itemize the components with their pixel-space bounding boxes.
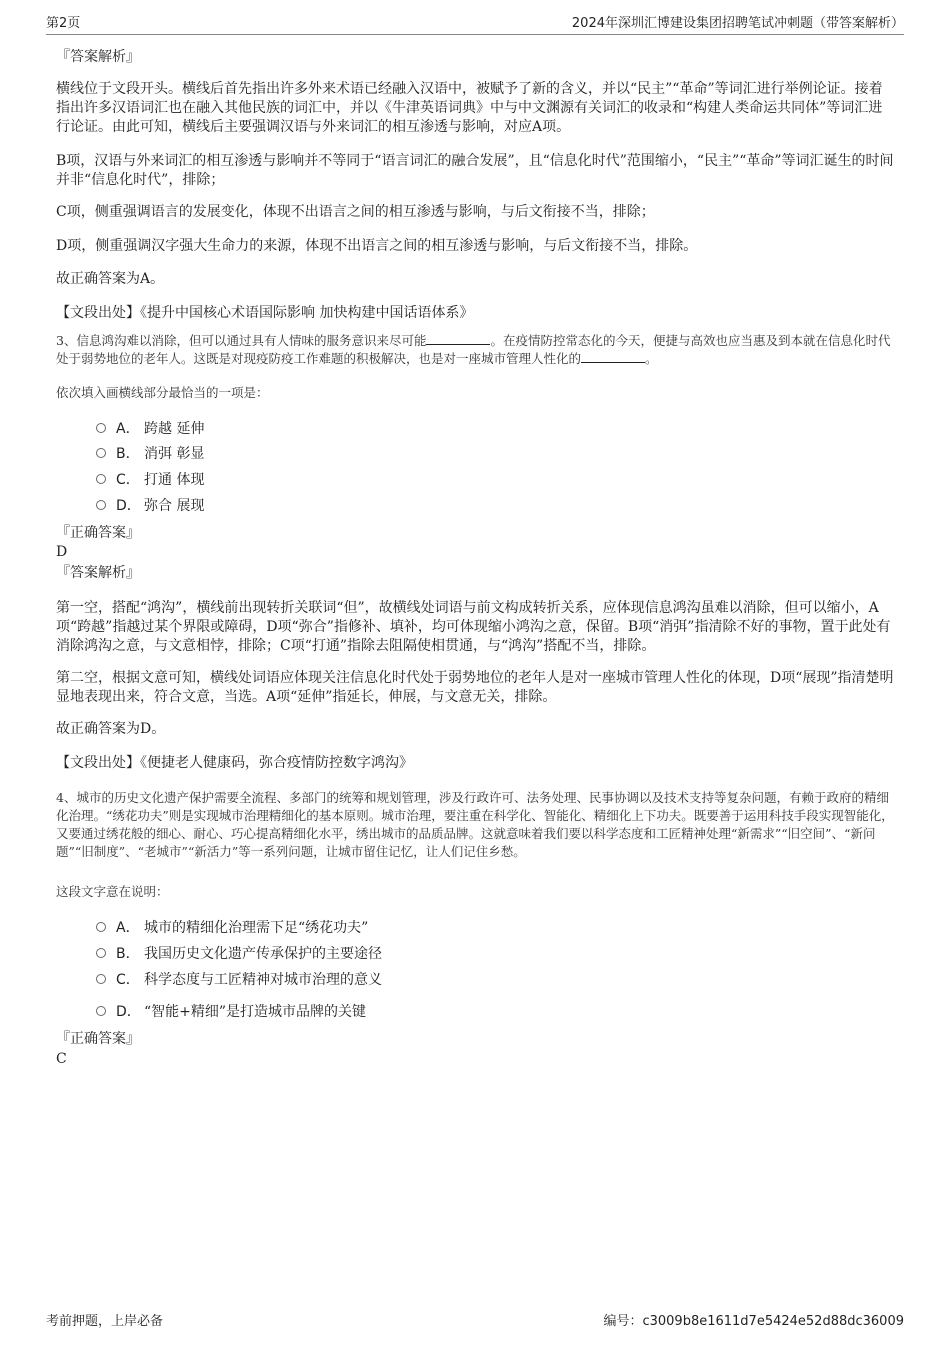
q4-option-a[interactable]: A． 城市的精细化治理需下足“绣花功夫”	[96, 919, 368, 937]
q3-analysis-p2: 第二空，根据文意可知，横线处词语应体现关注信息化时代处于弱势地位的老年人是对一座城市管理人性化的体现，D项“展现”指清楚明显地表现出来，符合文意，当选。A项“延伸”指延长，伸展，与文意无关，排除。	[56, 670, 894, 705]
q2-analysis-p4: D项，侧重强调汉字强大生命力的来源，体现不出语言之间的相互渗透与影响，与后文衔接不当，排除。	[56, 238, 698, 254]
q4-option-b[interactable]: B． 我国历史文化遗产传承保护的主要途径	[96, 945, 382, 963]
q4-answer-heading: 『正确答案』	[56, 1031, 140, 1047]
q2-analysis-p1: 横线位于文段开头。横线后首先指出许多外来术语已经融入汉语中，被赋予了新的含义，并以“民主”“革命”等词汇进行举例论证。接着指出许多汉语词汇也在融入其他民族的词汇中，并以《牛津英语词典》中与中文渊源有关词汇的收录和“构建人类命运共同体”等词汇进行论证。由此可知，横线后主要强调汉语与外来词汇的相互渗透与影响，对应A项。	[56, 81, 883, 135]
q3-option-b[interactable]: B． 消弭 彰显	[96, 445, 204, 463]
q3-source: 【文段出处】《便捷老人健康码，弥合疫情防控数字鸿沟》	[56, 755, 413, 771]
q2-conclusion: 故正确答案为A。	[56, 271, 165, 287]
radio-icon[interactable]	[96, 423, 106, 433]
radio-icon[interactable]	[96, 1006, 106, 1016]
q4-stem: 4、城市的历史文化遗产保护需要全流程、多部门的统筹和规划管理，涉及行政许可、法务处理、民事协调以及技术支持等复杂问题，有赖于政府的精细化治理。“绣花功夫”则是实现城市治理精细化的基本原则。城市治理，要注重在科学化、智能化、精细化上下功夫。既要善于运用科技手段实现智能化，又要通过绣花般的细心、耐心、巧心提高精细化水平，绣出城市的品质品牌。这就意味着我们要以科学态度和工匠精神处理“新需求”“旧空间”、“新问题”“旧制度”、“老城市”“新活力”等一系列问题，让城市留住记忆，让人们记住乡愁。	[56, 790, 894, 859]
q3-answer: D	[56, 544, 68, 560]
q4-prompt: 这段文字意在说明：	[56, 884, 169, 899]
document-title: 2024年深圳汇博建设集团招聘笔试冲刺题（带答案解析）	[571, 16, 904, 31]
q3-analysis-p1: 第一空，搭配“鸿沟”，横线前出现转折关联词“但”，故横线处词语与前文构成转折关系，应体现信息鸿沟虽难以消除，但可以缩小，A项“跨越”指越过某个界限或障碍，D项“弥合”指修补、填补，均可体现缩小鸿沟之意，保留。B项“消弭”指清除不好的事物，置于此处有消除鸿沟之意，与文意相悖，排除；C项“打通”指除去阻隔使相贯通，与“鸿沟”搭配不当，排除。	[56, 600, 891, 654]
q3-option-d[interactable]: D． 弥合 展现	[96, 497, 204, 515]
document-code: 编号：c3009b8e1611d7e5424e52d88dc36009	[603, 1314, 904, 1329]
q3-blank-1	[426, 332, 490, 345]
q2-analysis-heading: 『答案解析』	[56, 49, 140, 65]
radio-icon[interactable]	[96, 974, 106, 984]
q4-option-c[interactable]: C． 科学态度与工匠精神对城市治理的意义	[96, 971, 382, 989]
q3-stem-part2: 。在疫情防控常态化的今天，便捷与高效也应当惠及到本就在信息化时代处于弱势地位的老年人。这既是对现疫防疫工作难题的积极解决，也是对一座城市管理人性化的	[56, 333, 891, 366]
q4-option-d[interactable]: D． “智能+精细”是打造城市品牌的关键	[96, 1003, 366, 1021]
q2-source: 【文段出处】《提升中国核心术语国际影响 加快构建中国话语体系》	[56, 305, 474, 321]
q2-analysis-p3: C项，侧重强调语言的发展变化，体现不出语言之间的相互渗透与影响，与后文衔接不当，排除；	[56, 204, 655, 220]
radio-icon[interactable]	[96, 474, 106, 484]
footer-slogan: 考前押题，上岸必备	[46, 1314, 164, 1329]
q3-answer-heading: 『正确答案』	[56, 525, 140, 541]
q3-analysis-heading: 『答案解析』	[56, 565, 140, 581]
q3-stem-part3: 。	[645, 351, 658, 366]
radio-icon[interactable]	[96, 448, 106, 458]
q2-analysis-p2: B项，汉语与外来词汇的相互渗透与影响并不等同于“语言词汇的融合发展”，且“信息化时代”范围缩小，“民主”“革命”等词汇诞生的时间并非“信息化时代”，排除；	[56, 153, 894, 188]
q3-blank-2	[581, 350, 645, 363]
q4-answer: C	[56, 1051, 67, 1067]
radio-icon[interactable]	[96, 500, 106, 510]
q3-stem-part1: 3、信息鸿沟难以消除，但可以通过具有人情味的服务意识来尽可能	[56, 333, 427, 348]
q3-conclusion: 故正确答案为D。	[56, 721, 166, 737]
radio-icon[interactable]	[96, 922, 106, 932]
q3-option-c[interactable]: C． 打通 体现	[96, 471, 204, 489]
q3-stem	[56, 332, 894, 368]
q3-option-a[interactable]: A． 跨越 延伸	[96, 420, 204, 438]
page-header	[46, 14, 904, 35]
page-footer	[46, 1313, 904, 1331]
page-number: 第2页	[46, 16, 81, 31]
radio-icon[interactable]	[96, 948, 106, 958]
q3-prompt: 依次填入画横线部分最恰当的一项是：	[56, 385, 269, 400]
